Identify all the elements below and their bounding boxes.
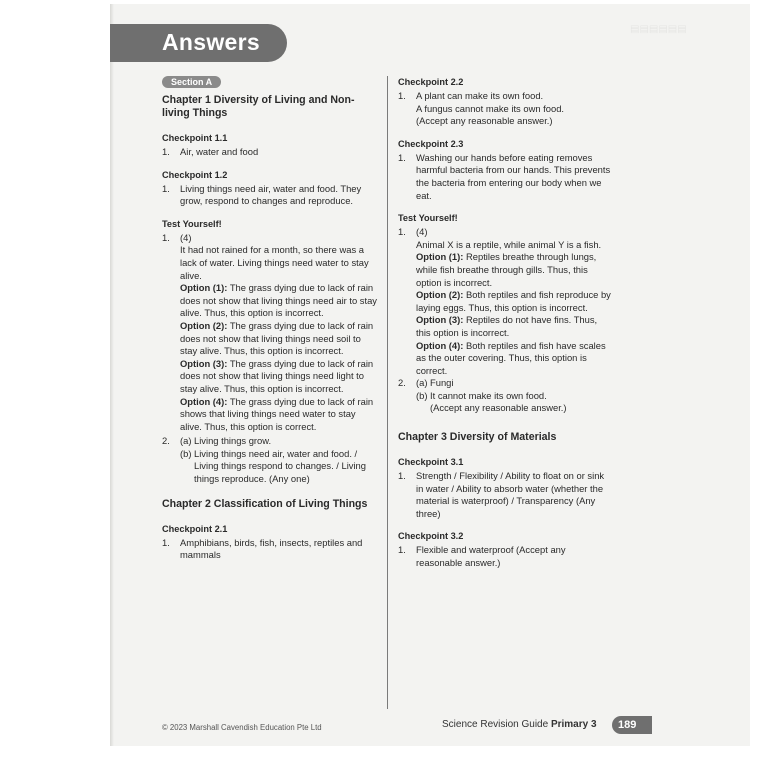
chapter-1-title: Chapter 1 Diversity of Living and Non-living Things xyxy=(162,94,355,119)
ty1-q2-part-b: (b) Living things need air, water and food. / Living things respond to changes. / Living things reproduce. (Any one) xyxy=(180,447,366,485)
ty2-q2-part-b: (b) It cannot make its own food. (Accept any reasonable answer.) xyxy=(416,389,567,414)
ty1-q2-part-a: (a) Living things grow. xyxy=(180,435,272,447)
ty1-option-4: Option (4): The grass dying due to lack of rain shows that living things need water to stay alive. Thus, this option is correct. xyxy=(180,395,374,432)
checkpoint-3-1-answer: 1. Strength / Flexibility / Ability to float on or sink in water / Ability to absorb water (whether the material is waterproof) / Transparency (Any three) xyxy=(398,470,605,519)
ty2-question-2: 2. (a) Fungi (b) It cannot make its own food. (Accept any reasonable answer.) xyxy=(398,377,612,415)
ty1-option-1: Option (1): The grass dying due to lack of rain does not show that living things need air to stay alive. Thus, this option is incorrect. xyxy=(180,282,377,319)
section-badge: Section A xyxy=(162,76,221,88)
answers-banner xyxy=(110,24,287,62)
checkpoint-3-2-answer: 1. Flexible and waterproof (Accept any reasonable answer.) xyxy=(398,544,566,569)
ty2-question-1: 1. (4) Animal X is a reptile, while animal Y is a fish. Option (1): Reptiles breathe through lungs, while fish breathe through gills. Thus, this option is incorrect. Option (2): Both reptiles and fish reproduce by laying eggs. Thus, this option is incorrect. Option (3): Reptiles do not have fins. Thus, this option is incorrect. Option (4): Both reptiles and fish have scales as the outer covering. Thus, this option is correct. xyxy=(398,226,611,376)
checkpoint-1-1-label: Checkpoint 1.1 xyxy=(162,133,228,143)
ty2-option-3: Option (3): Reptiles do not have fins. Thus, this option is incorrect. xyxy=(416,314,598,338)
ty1-option-3: Option (3): The grass dying due to lack of rain does not show that living things need light to stay alive. Thus, this option is incorrect. xyxy=(180,357,374,394)
ty1-question-2: 2. (a) Living things grow. (b) Living things need air, water and food. / Living things respond to changes. / Living things reproduce. (Any one) xyxy=(162,435,380,485)
ty2-q2-part-a: (a) Fungi xyxy=(416,377,454,389)
chapter-3-title: Chapter 3 Diversity of Materials xyxy=(398,431,557,444)
ty2-option-4: Option (4): Both reptiles and fish have scales as the outer covering. Thus, this option is correct. xyxy=(416,339,606,376)
checkpoint-3-2-label: Checkpoint 3.2 xyxy=(398,531,464,542)
checkpoint-2-2-answer: 1. A plant can make its own food. A fungus cannot make its own food. (Accept any reasonable answer.) xyxy=(398,90,565,127)
checkpoint-1-1-answer: 1. Air, water and food xyxy=(162,146,259,157)
bleed-through-text: ▤▤▤▤▤▤ xyxy=(630,24,687,35)
book-page xyxy=(110,4,750,746)
test-yourself-2-label: Test Yourself! xyxy=(398,213,458,224)
checkpoint-3-1-label: Checkpoint 3.1 xyxy=(398,457,464,468)
checkpoint-2-2-label: Checkpoint 2.2 xyxy=(398,77,464,87)
checkpoint-2-1-answer: 1. Amphibians, birds, fish, insects, reptiles and mammals xyxy=(162,536,363,561)
right-column xyxy=(398,76,612,570)
chapter-2-title: Chapter 2 Classification of Living Things xyxy=(162,497,368,510)
checkpoint-1-2-answer: 1. Living things need air, water and food. They grow, respond to changes and reproduce. xyxy=(162,182,362,207)
test-yourself-1-label: Test Yourself! xyxy=(162,218,222,229)
page-number: 189 xyxy=(612,716,652,734)
checkpoint-2-1-label: Checkpoint 2.1 xyxy=(162,523,228,534)
banner-title: Answers xyxy=(162,29,260,55)
column-divider xyxy=(387,76,388,709)
ty1-question-1: 1. (4) It had not rained for a month, so there was a lack of water. Living things need water to stay alive. Option (1): The grass dying due to lack of rain does not show that living things need air to stay alive. Thus, this option is incorrect. Option (2): The grass dying due to lack of rain does not show that living things need soil to stay alive. Thus, this option is incorrect. Option (3): The grass dying due to lack of rain does not show that living things need light to stay alive. Thus, this option is incorrect. Option (4): The grass dying due to lack of rain shows that living things need water to stay alive. Thus, this option is correct. xyxy=(162,232,380,434)
checkpoint-1-2-label: Checkpoint 1.2 xyxy=(162,169,228,180)
checkpoint-2-3-answer: 1. Washing our hands before eating removes harmful bacteria from our hands. This prevents the bacteria from entering our body when we eat. xyxy=(398,151,611,201)
book-title-footer: Science Revision Guide Primary 3 xyxy=(442,719,597,730)
copyright-notice: © 2023 Marshall Cavendish Education Pte Ltd xyxy=(162,723,322,732)
checkpoint-2-3-label: Checkpoint 2.3 xyxy=(398,138,464,149)
ty2-option-2: Option (2): Both reptiles and fish reproduce by laying eggs. Thus, this option is incorrect. xyxy=(416,289,611,313)
left-column xyxy=(162,76,380,562)
ty1-option-2: Option (2): The grass dying due to lack of rain does not show that living things need soil to stay alive. Thus, this option is incorrect. xyxy=(180,319,374,357)
ty2-option-1: Option (1): Reptiles breathe through lungs, while fish breathe through gills. Thus, this option is incorrect. xyxy=(416,251,597,288)
